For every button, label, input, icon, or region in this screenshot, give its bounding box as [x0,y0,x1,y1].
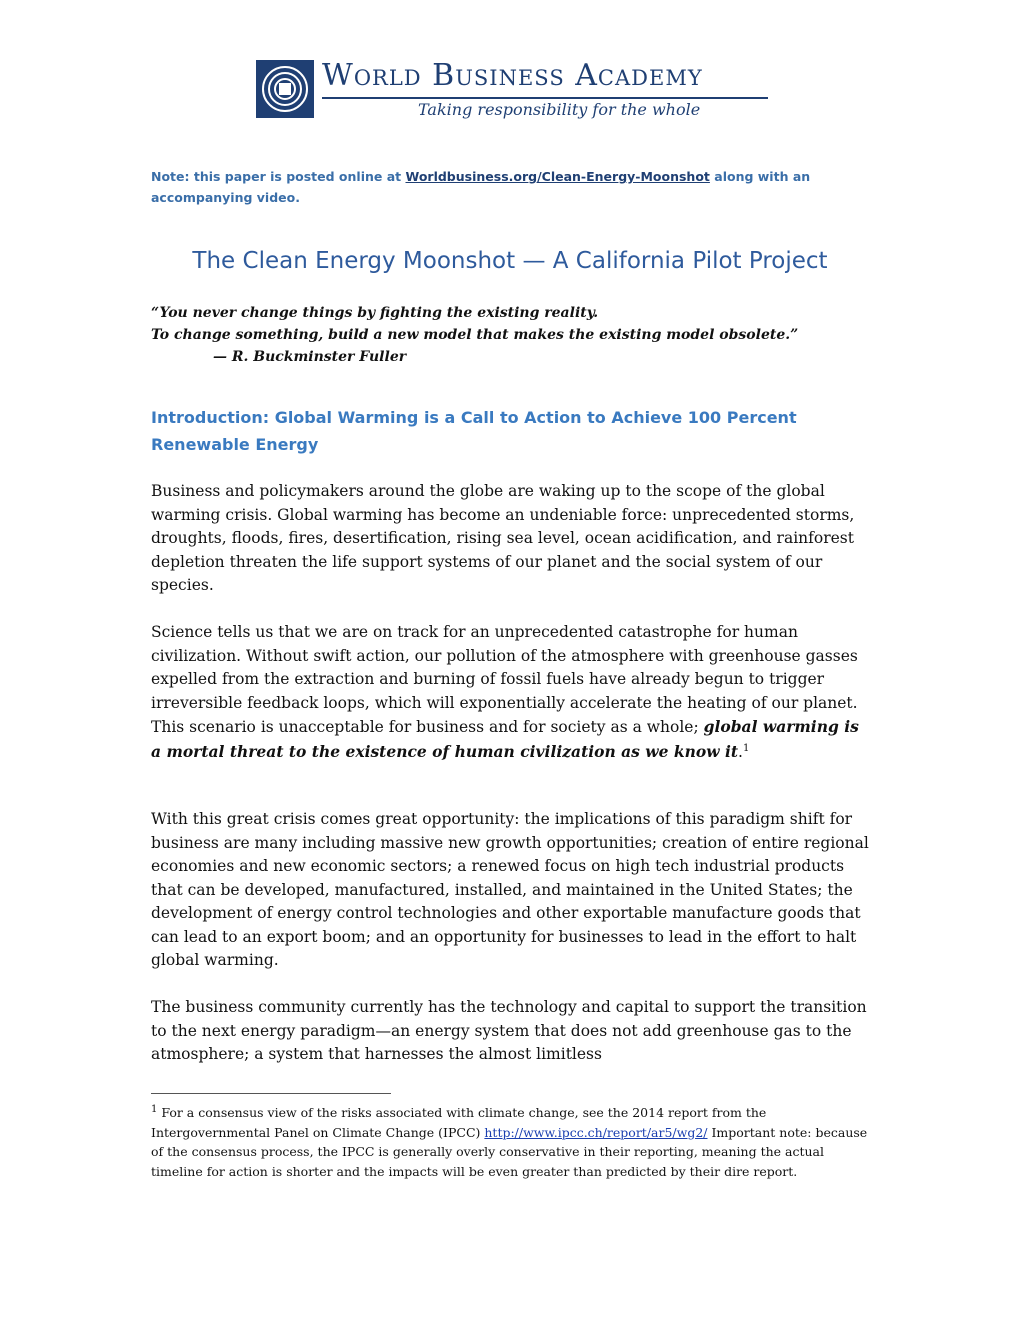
quote-line-1: “You never change things by fighting the existing reality. [151,305,599,321]
logo-divider [322,97,768,99]
paragraph-4: The business community currently has the technology and capital to support the transition to the next energy paradigm—an energy system that does not add greenhouse gas to the atmosphere; a system that harnesses the almost limitless [151,998,867,1063]
note-link[interactable]: Worldbusiness.org/Clean-Energy-Moonshot [405,169,710,184]
footnote-number: 1 [151,1103,158,1115]
academy-logo [256,60,776,126]
document-title: The Clean Energy Moonshot — A California Pilot Project [192,248,828,274]
paragraph-3: With this great crisis comes great opportunity: the implications of this paradigm shift for business are many including massive new growth opportunities; creation of entire regional economies and new economic sectors; a renewed focus on high tech industrial products that can be developed, manufactured, installed, and maintained in the United States; the development of energy control technologies and other exportable manufacture goods that can lead to an export boom; and an opportunity for businesses to lead in the effort to halt global warming. [151,810,869,969]
logo-name: World Business Academy [322,58,703,93]
note-suffix: along with an accompanying video. [151,169,811,205]
quote-line-2: To change something, build a new model that makes the existing model obsolete.” [151,327,799,343]
paragraph-2-emphasis: global warming is a mortal threat to the existence of human civilization as we know it [151,717,859,761]
footnote [151,1103,871,1181]
epigraph-quote [151,302,798,368]
paragraph-2-end: . [738,742,743,761]
logo-tagline: Taking responsibility for the whole [418,100,701,119]
footnote-text-after: Important note: because of the consensus process, the IPCC is generally overly conservative in their reporting, meaning the actual timeline for action is shorter and the impacts will be even greater than predicted by their dire report. [151,1124,868,1179]
logo-emblem-icon [256,60,314,118]
note-prefix: Note: this paper is posted online at [151,169,406,184]
footnote-text-before: For a consensus view of the risks associated with climate change, see the 2014 report from the Intergovernmental Panel on Climate Change (IPCC) [151,1105,767,1140]
section-heading: Introduction: Global Warming is a Call to Action to Achieve 100 Percent Renewable Energy [151,408,797,454]
footnote-divider [151,1093,391,1094]
paragraph-2-text: Science tells us that we are on track for an unprecedented catastrophe for human civilization. Without swift action, our pollution of the atmosphere with greenhouse gasses expelled from the extraction and burning of fossil fuels have already begun to trigger irreversible feedback loops, which will exponentially accelerate the heating of our planet. This scenario is unacceptable for business and for society as a whole; [151,623,858,736]
footnote-reference[interactable]: 1 [742,742,750,754]
quote-attribution: — R. Buckminster Fuller [213,349,407,365]
paragraph-1: Business and policymakers around the globe are waking up to the scope of the global warming crisis. Global warming has become an undeniable force: unprecedented storms, droughts, floods, fires, desertification, rising sea level, ocean acidification, and rainforest depletion threaten the life support systems of our planet and the social system of our species. [151,482,855,594]
online-note [151,166,851,208]
paragraph-2 [151,621,871,764]
footnote-link[interactable]: http://www.ipcc.ch/report/ar5/wg2/ [484,1124,708,1140]
